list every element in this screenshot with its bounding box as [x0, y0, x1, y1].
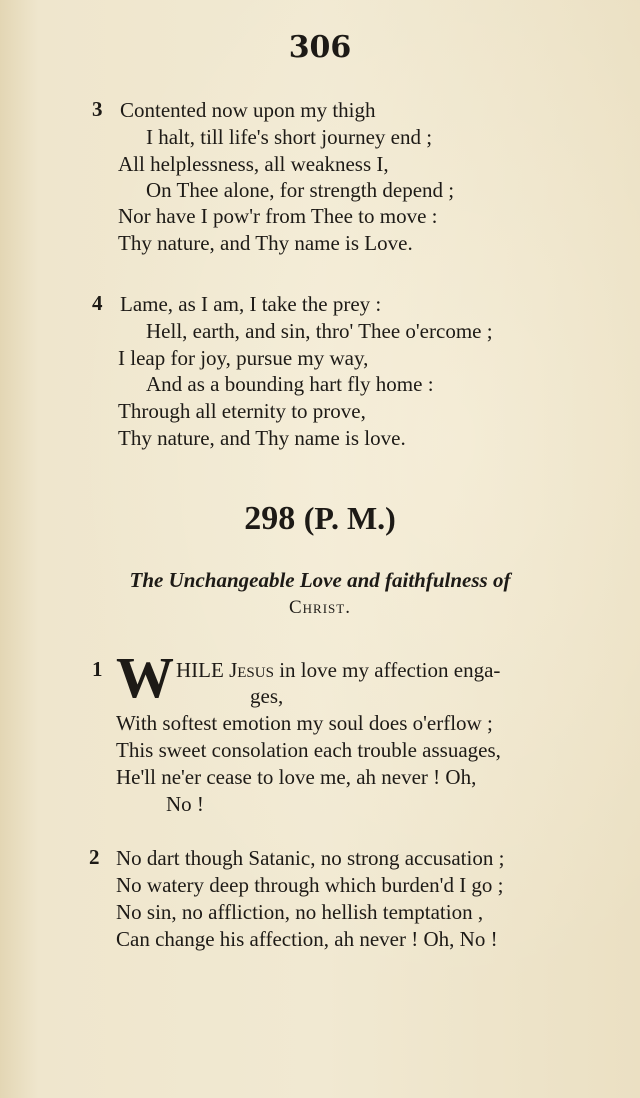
verse-line: Thy nature, and Thy name is Love.: [118, 231, 413, 255]
first-word: HILE: [176, 658, 224, 682]
verse-line-wrap: No !: [166, 792, 204, 816]
verse-line: Nor have I pow'r from Thee to move :: [118, 204, 438, 228]
verse-line: Through all eternity to prove,: [118, 399, 366, 423]
verse-line: Contented now upon my thigh: [120, 98, 376, 122]
verse-line: Can change his affection, ah never ! Oh, No !: [116, 927, 498, 951]
verse-line: I leap for joy, pursue my way,: [118, 346, 369, 370]
verse-number: 1: [92, 657, 103, 681]
verse-number: 4: [92, 291, 103, 315]
hymn-meter: (P. M.): [303, 500, 396, 536]
verse-line: All helplessness, all weakness I,: [118, 152, 389, 176]
hymn-title: The Unchangeable Love and faithfulness of: [129, 568, 511, 592]
verse-line: Lame, as I am, I take the prey :: [120, 292, 382, 316]
first-name: Jesus: [229, 658, 274, 682]
verse-line: No dart though Satanic, no strong accusation ;: [116, 846, 505, 870]
drop-cap: W: [116, 645, 174, 710]
verse-line: I halt, till life's short journey end ;: [146, 125, 433, 149]
verse-number: 2: [89, 845, 100, 869]
verse-line: No watery deep through which burden'd I go ;: [116, 873, 504, 897]
hymn-title-name: Christ.: [289, 597, 351, 618]
page-number: 306: [288, 30, 352, 65]
verse-line: This sweet consolation each trouble assuages,: [116, 738, 501, 762]
verse-line: No sin, no affliction, no hellish temptation ,: [116, 900, 484, 924]
verse-line: Hell, earth, and sin, thro' Thee o'ercome ;: [146, 319, 493, 343]
verse-line-wrap: ges,: [250, 684, 284, 708]
first-rest: in love my affection enga-: [279, 658, 501, 682]
verse-line: And as a bounding hart fly home :: [146, 372, 434, 396]
verse-line: Thy nature, and Thy name is love.: [118, 426, 406, 450]
verse-line: He'll ne'er cease to love me, ah never ! Oh,: [116, 765, 477, 789]
verse-line: On Thee alone, for strength depend ;: [146, 178, 455, 202]
verse-line-first: [176, 657, 500, 683]
verse-line: With softest emotion my soul does o'erflow ;: [116, 711, 493, 735]
hymn-heading: [0, 500, 640, 538]
verse-number: 3: [92, 97, 103, 121]
hymn-number: 298: [244, 500, 296, 537]
